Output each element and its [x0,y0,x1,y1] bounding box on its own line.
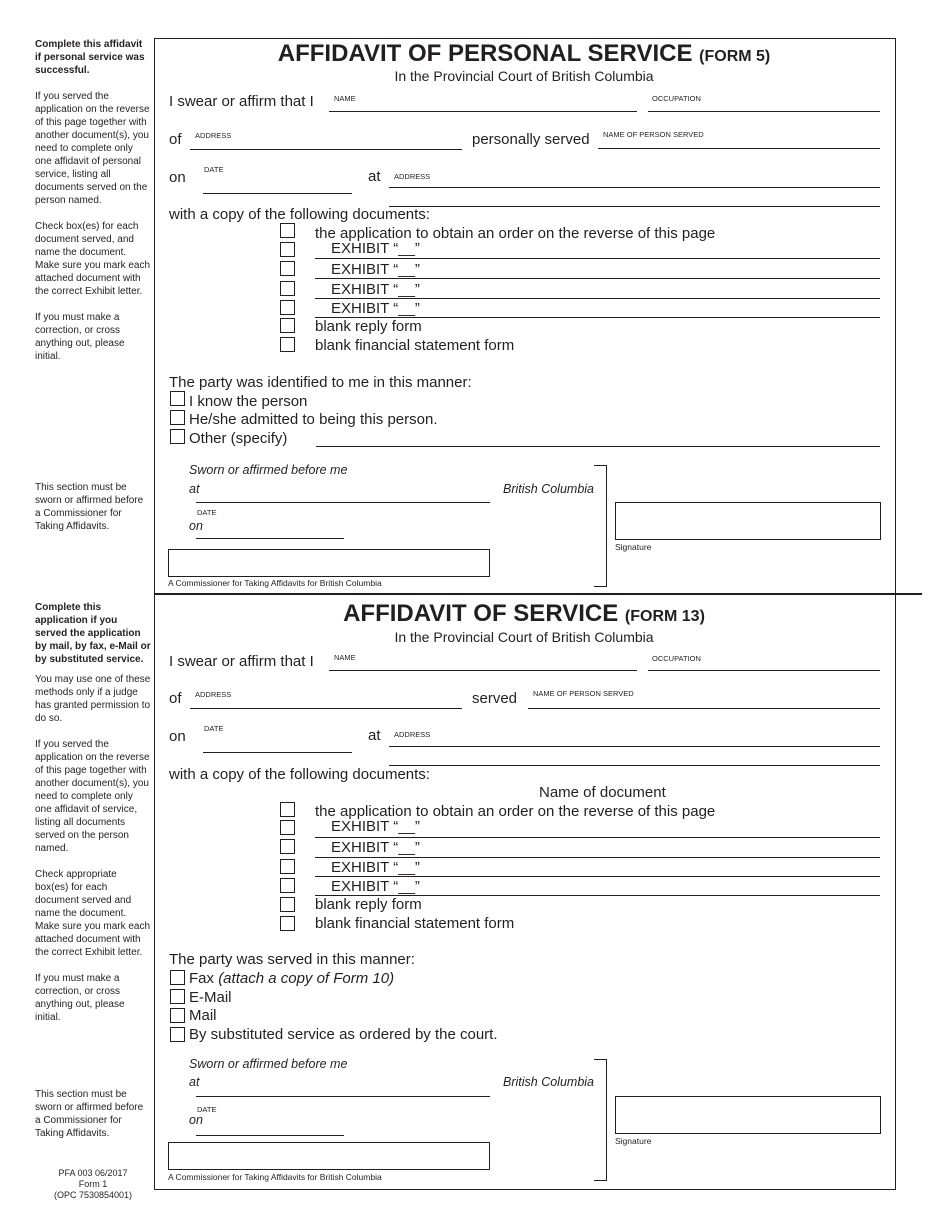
form13-manner-item [189,970,394,987]
form5-title-form: (FORM 5) [699,48,771,65]
form13-sworn-date-caption: DATE [197,1105,217,1114]
form5-doc-checkbox[interactable] [280,318,295,333]
form5-address2-field-2[interactable] [389,206,880,207]
form13-of-label: of [169,690,182,707]
form13-doc-checkbox[interactable] [280,820,295,835]
form5-sidebar [35,38,151,363]
form13-sworn-at-field[interactable] [196,1096,490,1097]
form13-sworn-date-field[interactable] [196,1135,344,1136]
form5-sworn-at-field[interactable] [196,502,490,503]
form5-exhibit-field[interactable] [315,258,880,259]
form13-manner-checkbox[interactable] [170,970,185,985]
form13-exhibit-field[interactable] [315,876,880,877]
form5-name-caption: NAME [334,94,356,103]
form5-name-field[interactable] [329,111,637,112]
form13-manner-item: E-Mail [189,989,232,1006]
form13-address-caption: ADDRESS [195,690,232,699]
form5-manner-item: Other (specify) [189,430,288,447]
form5-doc-item: the application to obtain an order on the reverse of this page [315,225,716,242]
form13-doc-item: blank reply form [315,896,422,913]
form5-sworn-date-caption: DATE [197,508,217,517]
form5-doc-checkbox[interactable] [280,337,295,352]
form13-subtitle: In the Provincial Court of British Columbia [394,629,654,645]
form5-doc-item: EXHIBIT “__” [331,300,420,317]
form13-side-instruction-3: Check appropriate box(es) for each document served and name the document. Make sure you mark each attached document with the correct Exhibit letter. [35,869,151,958]
form13-manner-label: The party was served in this manner: [169,951,415,968]
form5-address-field[interactable] [190,149,462,150]
form5-signature-box[interactable] [615,502,881,540]
form13-manner-item: Mail [189,1007,217,1024]
form5-signature-label: Signature [615,542,652,552]
form13-doc-header: Name of document [539,784,666,801]
form5-occupation-field[interactable] [648,111,880,112]
form5-other-field[interactable] [316,446,880,447]
form13-title-text: AFFIDAVIT OF SERVICE [343,600,619,627]
form5-doc-checkbox[interactable] [280,261,295,276]
form13-exhibit-field[interactable] [315,837,880,838]
form13-person-field[interactable] [528,708,880,709]
form13-doc-item: EXHIBIT “__” [331,878,420,895]
form13-side-instruction-sworn: This section must be sworn or affirmed before a Commissioner for Taking Affidavits. [35,1089,144,1139]
form13-title [154,600,894,628]
form5-sworn-at-label: at [189,482,200,496]
form13-manner-fax-note: (attach a copy of Form 10) [218,970,395,987]
form13-manner-item: By substituted service as ordered by the court. [189,1026,498,1043]
form5-side-instruction-sworn: This section must be sworn or affirmed before a Commissioner for Taking Affidavits. [35,482,144,532]
form13-name-field[interactable] [329,670,637,671]
form5-date-caption: DATE [204,165,224,174]
form5-doc-item: blank reply form [315,318,422,335]
footer-form: Form 1 [78,1179,108,1189]
form5-at-label: at [368,168,381,185]
form13-doc-item: EXHIBIT “__” [331,818,420,835]
form5-person-field[interactable] [598,148,880,149]
form13-commissioner-box[interactable] [168,1142,490,1170]
form5-title [154,40,894,68]
form13-doc-checkbox[interactable] [280,878,295,893]
form13-address2-caption: ADDRESS [394,730,431,739]
form5-exhibit-field[interactable] [315,298,880,299]
form13-sidebar [35,601,151,1024]
form5-doc-checkbox[interactable] [280,223,295,238]
form13-docs-label: with a copy of the following documents: [169,766,430,783]
form13-doc-checkbox[interactable] [280,916,295,931]
form13-on-label: on [169,728,186,745]
form13-bracket [594,1059,607,1181]
form13-address2-field[interactable] [389,746,880,747]
form5-bc-label: British Columbia [503,482,595,496]
form5-doc-checkbox[interactable] [280,281,295,296]
form13-doc-checkbox[interactable] [280,859,295,874]
form13-person-caption: NAME OF PERSON SERVED [533,689,634,698]
form5-bracket [594,465,607,587]
form5-side-instruction-3: If you must make a correction, or cross anything out, please initial. [35,312,125,362]
form13-sworn-on-label: on [189,1113,203,1127]
form5-doc-item: EXHIBIT “__” [331,261,420,278]
form5-subtitle: In the Provincial Court of British Columbia [394,68,654,84]
form13-commissioner-label: A Commissioner for Taking Affidavits for British Columbia [168,1172,382,1182]
form13-date-field[interactable] [203,752,352,753]
form5-sworn-on-label: on [189,519,203,533]
form5-side-instruction-bold: Complete this affidavit if personal service was successful. [35,39,145,76]
form5-manner-checkbox[interactable] [170,429,185,444]
form5-address2-field[interactable] [389,187,880,188]
form13-manner-checkbox[interactable] [170,989,185,1004]
form13-doc-item: EXHIBIT “__” [331,859,420,876]
form5-side-instruction-1: If you served the application on the reverse of this page together with another document(s), you need to complete only one affidavit of personal service, listing all documents served on the person named. [35,91,150,206]
form13-served-label: served [472,690,518,707]
form13-address-field[interactable] [190,708,462,709]
form13-manner-fax: Fax [189,970,215,987]
form13-doc-checkbox[interactable] [280,802,295,817]
form13-side-instruction-bold: Complete this application if you served the application by mail, by fax, e-Mail or by substituted service. [35,602,151,665]
form5-doc-item: EXHIBIT “__” [331,281,420,298]
form5-manner-checkbox[interactable] [170,410,185,425]
form13-occupation-caption: OCCUPATION [652,654,701,663]
form13-sworn-label: Sworn or affirmed before me [189,1057,348,1071]
form5-on-label: on [169,169,186,186]
form5-address-caption: ADDRESS [195,131,232,140]
form5-docs-label: with a copy of the following documents: [169,206,430,223]
footer-opc: (OPC 7530854001) [53,1190,133,1200]
form5-doc-checkbox[interactable] [280,300,295,315]
form5-manner-item: I know the person [189,393,308,410]
form13-signature-label: Signature [615,1136,652,1146]
form13-name-caption: NAME [334,653,356,662]
form5-manner-label: The party was identified to me in this manner: [169,374,472,391]
form13-occupation-field[interactable] [648,670,880,671]
form5-manner-checkbox[interactable] [170,391,185,406]
form13-manner-checkbox[interactable] [170,1027,185,1042]
form5-address2-caption: ADDRESS [394,172,431,181]
form13-sworn-at-label: at [189,1075,200,1089]
form13-doc-checkbox[interactable] [280,897,295,912]
form13-side-instruction-2: If you served the application on the reverse of this page together with another document(s), you need to complete only one affidavit of service, listing all documents served on the person named. [35,739,150,854]
form13-bc-label: British Columbia [503,1075,595,1089]
form13-title-form: (FORM 13) [624,608,705,625]
form13-swear-label: I swear or affirm that I [169,653,314,670]
form5-person-caption: NAME OF PERSON SERVED [603,130,704,139]
form5-served-label: personally served [472,131,590,148]
form13-at-label: at [368,727,381,744]
form13-doc-checkbox[interactable] [280,839,295,854]
form5-sworn-date-field[interactable] [196,538,344,539]
form5-doc-item: blank financial statement form [315,337,515,354]
form-footer [35,1168,151,1201]
form5-sworn-label: Sworn or affirmed before me [189,463,348,477]
form13-address2-field-2[interactable] [389,765,880,766]
form5-doc-checkbox[interactable] [280,242,295,257]
form13-side-instruction-4: If you must make a correction, or cross anything out, please initial. [35,973,125,1023]
form5-commissioner-label: A Commissioner for Taking Affidavits for British Columbia [168,578,382,588]
form5-date-field[interactable] [203,193,352,194]
form5-doc-item: EXHIBIT “__” [331,240,420,257]
form5-commissioner-box[interactable] [168,549,490,577]
form13-doc-item: blank financial statement form [315,915,515,932]
form13-date-caption: DATE [204,724,224,733]
form5-manner-item: He/she admitted to being this person. [189,411,438,428]
form5-of-label: of [169,131,182,148]
form5-title-text: AFFIDAVIT OF PERSONAL SERVICE [277,40,693,67]
form13-signature-box[interactable] [615,1096,881,1134]
form13-doc-item: EXHIBIT “__” [331,839,420,856]
footer-code: PFA 003 06/2017 [58,1168,128,1178]
form13-exhibit-field[interactable] [315,857,880,858]
form13-manner-checkbox[interactable] [170,1008,185,1023]
form5-exhibit-field[interactable] [315,278,880,279]
form5-occupation-caption: OCCUPATION [652,94,701,103]
form13-side-instruction-1: You may use one of these methods only if a judge has granted permission to do so. [35,674,151,724]
form5-swear-label: I swear or affirm that I [169,93,314,110]
form5-side-instruction-2: Check box(es) for each document served, and name the document. Make sure you mark each attached document with the correct Exhibit letter. [35,221,151,297]
form13-doc-item: the application to obtain an order on the reverse of this page [315,803,716,820]
